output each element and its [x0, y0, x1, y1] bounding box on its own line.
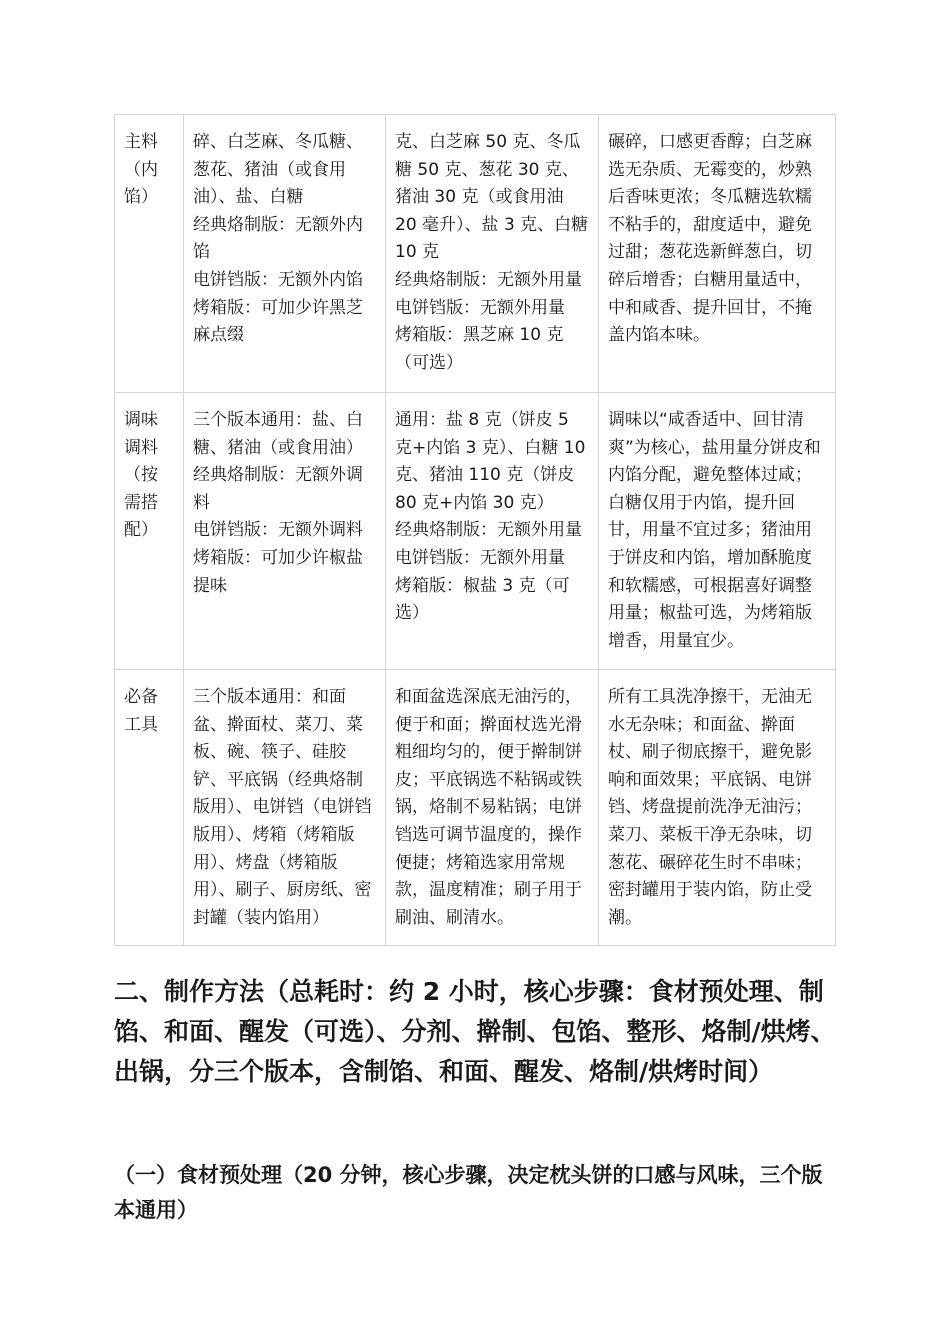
amounts-cell [386, 393, 599, 670]
cell-line: 和面盆选深底无油污的，便于和面；擀面杖选光滑粗细均匀的，便于擀制饼皮；平底锅选不粘锅或铁锅，烙制不易粘锅；电饼铛选可调节温度的，操作便捷；烤箱选家用常规款，温度精准；刷子用于刷油、刷清水。 [395, 687, 582, 928]
ingredients-cell [184, 115, 386, 393]
cell-line: 调味以“咸香适中、回甘清爽”为核心，盐用量分饼皮和内馅分配，避免整体过咸；白糖仅用于内馅，提升回甘，用量不宜过多；猪油用于饼皮和内馅，增加酥脆度和软糯感，可根据喜好调整用量；椒盐可选，为烤箱版增香，用量宜少。 [608, 410, 821, 651]
table-row [115, 115, 836, 393]
category-label: 必备工具 [124, 687, 158, 735]
ingredients-table [114, 114, 836, 946]
amounts-cell [386, 115, 599, 393]
cell-line: 烤箱版：椒盐 3 克（可选） [395, 575, 570, 624]
cell-line: 烤箱版：可加少许黑芝麻点缀 [193, 297, 363, 346]
cell-line: 克、白芝麻 50 克、冬瓜糖 50 克、葱花 30 克、猪油 30 克（或食用油 20 毫升）、盐 3 克、白糖 10 克 [395, 132, 589, 263]
section-heading: 二、制作方法（总耗时：约 2 小时，核心步骤：食材预处理、制馅、和面、醒发（可选）、分剂、擀制、包馅、整形、烙制/烘烤、出锅，分三个版本，含制馅、和面、醒发、烙制/烘烤时间） [114, 977, 836, 1086]
cell-line: 经典烙制版：无额外调料 [193, 465, 363, 513]
cell-line: 经典烙制版：无额外用量 [395, 520, 582, 541]
cell-line: 电饼铛版：无额外内馅 [193, 269, 363, 290]
notes-cell [599, 393, 836, 670]
row-category [115, 670, 184, 946]
subsection-heading: （一）食材预处理（20 分钟，核心步骤，决定枕头饼的口感与风味，三个版本通用） [114, 1163, 823, 1222]
table-row [115, 393, 836, 670]
row-category [115, 393, 184, 670]
ingredients-cell [184, 670, 386, 946]
table-row [115, 670, 836, 946]
cell-line: 经典烙制版：无额外内馅 [193, 214, 363, 263]
ingredients-cell [184, 393, 386, 670]
cell-line: 三个版本通用：和面盆、擀面杖、菜刀、菜板、碗、筷子、硅胶铲、平底锅（经典烙制版用）、电饼铛（电饼铛版用）、烤箱（烤箱版用）、烤盘（烤箱版用）、刷子、厨房纸、密封罐（装内馅用） [193, 687, 372, 928]
category-label: 调味调料（按需搭配） [124, 410, 158, 541]
cell-line: 烤箱版：黑芝麻 10 克（可选） [395, 325, 564, 373]
cell-line: 电饼铛版：无额外调料 [193, 520, 363, 541]
category-label: 主料（内馅） [124, 132, 158, 208]
notes-cell [599, 115, 836, 393]
amounts-cell [386, 670, 599, 946]
row-category [115, 115, 184, 393]
cell-line: 烤箱版：可加少许椒盐提味 [193, 547, 363, 596]
cell-line: 电饼铛版：无额外用量 [395, 297, 565, 318]
cell-line: 电饼铛版：无额外用量 [395, 547, 565, 568]
cell-line: 三个版本通用：盐、白糖、猪油（或食用油） [193, 410, 363, 458]
cell-line: 经典烙制版：无额外用量 [395, 269, 582, 290]
cell-line: 所有工具洗净擦干，无油无水无杂味；和面盆、擀面杖、刷子彻底擦干，避免影响和面效果；平底锅、电饼铛、烤盘提前洗净无油污；菜刀、菜板干净无杂味，切葱花、碾碎花生时不串味；密封罐用于装内馅，防止受潮。 [608, 687, 812, 928]
cell-line: 碎、白芝麻、冬瓜糖、葱花、猪油（或食用油）、盐、白糖 [193, 132, 363, 208]
cell-line: 通用：盐 8 克（饼皮 5 克+内馅 3 克）、白糖 10 克、猪油 110 克（饼皮 80 克+内馅 30 克） [395, 410, 586, 513]
cell-line: 碾碎，口感更香醇；白芝麻选无杂质、无霉变的，炒熟后香味更浓；冬瓜糖选软糯不粘手的，甜度适中，避免过甜；葱花选新鲜葱白，切碎后增香；白糖用量适中，中和咸香、提升回甘，不掩盖内馅本味。 [608, 132, 812, 346]
notes-cell [599, 670, 836, 946]
